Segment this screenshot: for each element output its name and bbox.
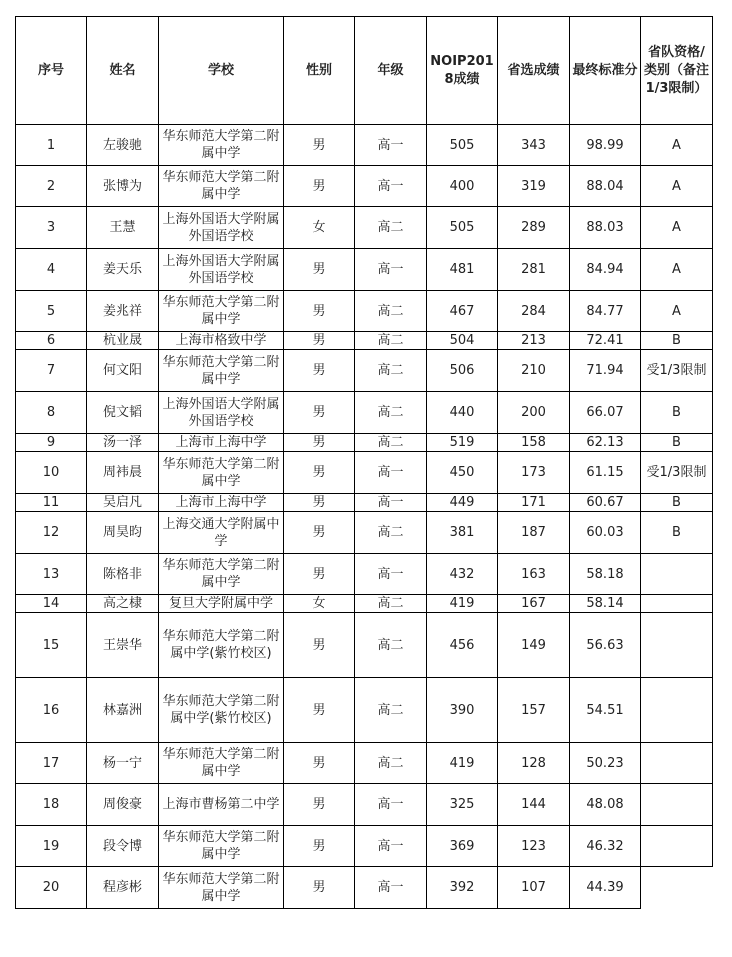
cell-gender: 男 <box>284 613 355 678</box>
cell-school: 华东师范大学第二附属中学 <box>159 452 284 494</box>
cell-grade: 高一 <box>355 125 427 166</box>
cell-final: 56.63 <box>570 613 641 678</box>
cell-gender: 女 <box>284 595 355 613</box>
cell-noip: 381 <box>427 512 498 554</box>
cell-grade: 高二 <box>355 434 427 452</box>
cell-name: 倪文韬 <box>87 392 159 434</box>
cell-grade: 高二 <box>355 350 427 392</box>
table-row <box>16 125 713 166</box>
cell-index: 13 <box>16 554 87 595</box>
cell-noip: 325 <box>427 784 498 826</box>
cell-name: 汤一泽 <box>87 434 159 452</box>
table-row <box>16 452 713 494</box>
cell-index: 5 <box>16 291 87 332</box>
cell-noip: 369 <box>427 826 498 867</box>
cell-grade: 高二 <box>355 512 427 554</box>
header-row <box>16 17 713 125</box>
cell-noip: 450 <box>427 452 498 494</box>
cell-final: 58.14 <box>570 595 641 613</box>
cell-qualification <box>641 678 713 743</box>
cell-noip: 506 <box>427 350 498 392</box>
table-row <box>16 512 713 554</box>
cell-noip: 449 <box>427 494 498 512</box>
cell-school: 华东师范大学第二附属中学 <box>159 554 284 595</box>
cell-noip: 481 <box>427 249 498 291</box>
cell-final: 98.99 <box>570 125 641 166</box>
cell-index: 2 <box>16 166 87 207</box>
cell-noip: 432 <box>427 554 498 595</box>
cell-name: 姜兆祥 <box>87 291 159 332</box>
table-row <box>16 392 713 434</box>
cell-noip: 505 <box>427 207 498 249</box>
cell-selection: 107 <box>498 867 570 909</box>
cell-final: 84.94 <box>570 249 641 291</box>
cell-final: 88.03 <box>570 207 641 249</box>
cell-grade: 高二 <box>355 678 427 743</box>
cell-qualification: A <box>641 125 713 166</box>
cell-qualification <box>641 826 713 867</box>
cell-name: 陈格非 <box>87 554 159 595</box>
cell-index: 19 <box>16 826 87 867</box>
cell-index: 6 <box>16 332 87 350</box>
table-row <box>16 434 713 452</box>
table-row <box>16 867 713 909</box>
table-row <box>16 249 713 291</box>
cell-gender: 男 <box>284 494 355 512</box>
cell-school: 上海外国语大学附属外国语学校 <box>159 249 284 291</box>
cell-qualification: B <box>641 332 713 350</box>
cell-index: 9 <box>16 434 87 452</box>
cell-final: 58.18 <box>570 554 641 595</box>
cell-school: 华东师范大学第二附属中学 <box>159 867 284 909</box>
cell-noip: 467 <box>427 291 498 332</box>
table-row <box>16 784 713 826</box>
table-row <box>16 166 713 207</box>
cell-index: 3 <box>16 207 87 249</box>
cell-gender: 男 <box>284 125 355 166</box>
cell-selection: 144 <box>498 784 570 826</box>
cell-name: 吴启凡 <box>87 494 159 512</box>
cell-qualification <box>641 554 713 595</box>
cell-qualification <box>641 743 713 784</box>
table-row <box>16 494 713 512</box>
cell-final: 88.04 <box>570 166 641 207</box>
cell-name: 何文阳 <box>87 350 159 392</box>
cell-name: 周袆晨 <box>87 452 159 494</box>
cell-gender: 男 <box>284 350 355 392</box>
cell-grade: 高二 <box>355 207 427 249</box>
cell-selection: 128 <box>498 743 570 784</box>
cell-qualification: A <box>641 166 713 207</box>
cell-noip: 392 <box>427 867 498 909</box>
cell-grade: 高二 <box>355 595 427 613</box>
cell-selection: 187 <box>498 512 570 554</box>
cell-noip: 440 <box>427 392 498 434</box>
cell-qualification: A <box>641 249 713 291</box>
cell-name: 林嘉洲 <box>87 678 159 743</box>
cell-name: 周俊豪 <box>87 784 159 826</box>
cell-school: 上海市曹杨第二中学 <box>159 784 284 826</box>
cell-name: 段令博 <box>87 826 159 867</box>
table-row <box>16 350 713 392</box>
cell-selection: 284 <box>498 291 570 332</box>
cell-name: 周昊昀 <box>87 512 159 554</box>
header-school: 学校 <box>159 17 284 125</box>
cell-qualification <box>641 784 713 826</box>
cell-selection: 343 <box>498 125 570 166</box>
cell-qualification: B <box>641 434 713 452</box>
cell-gender: 女 <box>284 207 355 249</box>
cell-grade: 高一 <box>355 554 427 595</box>
cell-school: 华东师范大学第二附属中学(紫竹校区) <box>159 613 284 678</box>
cell-index: 4 <box>16 249 87 291</box>
cell-gender: 男 <box>284 678 355 743</box>
cell-selection: 171 <box>498 494 570 512</box>
cell-grade: 高二 <box>355 743 427 784</box>
cell-selection: 173 <box>498 452 570 494</box>
cell-selection: 281 <box>498 249 570 291</box>
cell-gender: 男 <box>284 826 355 867</box>
cell-index: 20 <box>16 867 87 909</box>
cell-gender: 男 <box>284 867 355 909</box>
cell-name: 张博为 <box>87 166 159 207</box>
cell-school: 华东师范大学第二附属中学 <box>159 166 284 207</box>
cell-school: 上海外国语大学附属外国语学校 <box>159 207 284 249</box>
cell-qualification <box>641 613 713 678</box>
cell-final: 72.41 <box>570 332 641 350</box>
cell-school: 上海市上海中学 <box>159 434 284 452</box>
cell-selection: 167 <box>498 595 570 613</box>
cell-noip: 505 <box>427 125 498 166</box>
cell-grade: 高一 <box>355 452 427 494</box>
cell-grade: 高二 <box>355 332 427 350</box>
cell-grade: 高二 <box>355 613 427 678</box>
cell-selection: 319 <box>498 166 570 207</box>
cell-school: 华东师范大学第二附属中学 <box>159 826 284 867</box>
cell-index: 1 <box>16 125 87 166</box>
header-selection: 省选成绩 <box>498 17 570 125</box>
cell-gender: 男 <box>284 249 355 291</box>
cell-selection: 210 <box>498 350 570 392</box>
cell-gender: 男 <box>284 291 355 332</box>
cell-noip: 390 <box>427 678 498 743</box>
cell-final: 66.07 <box>570 392 641 434</box>
header-name: 姓名 <box>87 17 159 125</box>
cell-final: 60.67 <box>570 494 641 512</box>
cell-gender: 男 <box>284 512 355 554</box>
cell-grade: 高一 <box>355 166 427 207</box>
cell-selection: 289 <box>498 207 570 249</box>
cell-gender: 男 <box>284 554 355 595</box>
header-index: 序号 <box>16 17 87 125</box>
header-grade: 年级 <box>355 17 427 125</box>
cell-selection: 213 <box>498 332 570 350</box>
cell-grade: 高一 <box>355 494 427 512</box>
table-row <box>16 554 713 595</box>
header-qualification: 省队资格/类别（备注1/3限制） <box>641 17 713 125</box>
cell-noip: 419 <box>427 595 498 613</box>
cell-selection: 157 <box>498 678 570 743</box>
cell-qualification: B <box>641 512 713 554</box>
cell-name: 王慧 <box>87 207 159 249</box>
table-row <box>16 743 713 784</box>
cell-name: 杭业晟 <box>87 332 159 350</box>
cell-index: 16 <box>16 678 87 743</box>
results-table <box>15 16 713 909</box>
cell-noip: 400 <box>427 166 498 207</box>
cell-gender: 男 <box>284 332 355 350</box>
cell-index: 12 <box>16 512 87 554</box>
cell-final: 62.13 <box>570 434 641 452</box>
cell-qualification <box>641 867 713 909</box>
cell-final: 60.03 <box>570 512 641 554</box>
cell-name: 杨一宁 <box>87 743 159 784</box>
cell-index: 8 <box>16 392 87 434</box>
cell-grade: 高二 <box>355 291 427 332</box>
cell-school: 上海市格致中学 <box>159 332 284 350</box>
table-row <box>16 332 713 350</box>
cell-name: 王崇华 <box>87 613 159 678</box>
cell-qualification: B <box>641 494 713 512</box>
cell-final: 71.94 <box>570 350 641 392</box>
cell-name: 左骏驰 <box>87 125 159 166</box>
cell-qualification: A <box>641 291 713 332</box>
cell-grade: 高一 <box>355 784 427 826</box>
cell-gender: 男 <box>284 452 355 494</box>
cell-gender: 男 <box>284 784 355 826</box>
cell-final: 61.15 <box>570 452 641 494</box>
cell-qualification: B <box>641 392 713 434</box>
header-gender: 性别 <box>284 17 355 125</box>
cell-index: 18 <box>16 784 87 826</box>
cell-selection: 149 <box>498 613 570 678</box>
table-row <box>16 678 713 743</box>
cell-grade: 高二 <box>355 392 427 434</box>
table-row <box>16 613 713 678</box>
cell-gender: 男 <box>284 743 355 784</box>
cell-gender: 男 <box>284 392 355 434</box>
cell-final: 54.51 <box>570 678 641 743</box>
cell-grade: 高一 <box>355 867 427 909</box>
cell-index: 7 <box>16 350 87 392</box>
cell-school: 上海外国语大学附属外国语学校 <box>159 392 284 434</box>
table-row <box>16 207 713 249</box>
cell-name: 程彦彬 <box>87 867 159 909</box>
cell-qualification: 受1/3限制 <box>641 452 713 494</box>
cell-qualification: A <box>641 207 713 249</box>
cell-school: 上海市上海中学 <box>159 494 284 512</box>
cell-final: 50.23 <box>570 743 641 784</box>
table-row <box>16 595 713 613</box>
cell-grade: 高一 <box>355 249 427 291</box>
cell-index: 10 <box>16 452 87 494</box>
cell-noip: 456 <box>427 613 498 678</box>
cell-selection: 163 <box>498 554 570 595</box>
cell-school: 华东师范大学第二附属中学 <box>159 291 284 332</box>
cell-gender: 男 <box>284 166 355 207</box>
cell-noip: 419 <box>427 743 498 784</box>
cell-selection: 123 <box>498 826 570 867</box>
cell-school: 上海交通大学附属中学 <box>159 512 284 554</box>
cell-final: 48.08 <box>570 784 641 826</box>
cell-index: 17 <box>16 743 87 784</box>
cell-noip: 519 <box>427 434 498 452</box>
cell-gender: 男 <box>284 434 355 452</box>
cell-final: 44.39 <box>570 867 641 909</box>
cell-final: 84.77 <box>570 291 641 332</box>
cell-index: 15 <box>16 613 87 678</box>
cell-index: 14 <box>16 595 87 613</box>
cell-school: 华东师范大学第二附属中学(紫竹校区) <box>159 678 284 743</box>
cell-final: 46.32 <box>570 826 641 867</box>
cell-school: 复旦大学附属中学 <box>159 595 284 613</box>
header-final: 最终标准分 <box>570 17 641 125</box>
cell-qualification <box>641 595 713 613</box>
cell-name: 姜天乐 <box>87 249 159 291</box>
table-row <box>16 826 713 867</box>
cell-selection: 158 <box>498 434 570 452</box>
cell-qualification: 受1/3限制 <box>641 350 713 392</box>
header-noip: NOIP2018成绩 <box>427 17 498 125</box>
cell-noip: 504 <box>427 332 498 350</box>
cell-index: 11 <box>16 494 87 512</box>
cell-school: 华东师范大学第二附属中学 <box>159 125 284 166</box>
cell-grade: 高一 <box>355 826 427 867</box>
table-row <box>16 291 713 332</box>
cell-school: 华东师范大学第二附属中学 <box>159 743 284 784</box>
cell-school: 华东师范大学第二附属中学 <box>159 350 284 392</box>
cell-name: 高之棣 <box>87 595 159 613</box>
table-body <box>16 125 713 909</box>
cell-selection: 200 <box>498 392 570 434</box>
results-sheet <box>15 16 713 909</box>
